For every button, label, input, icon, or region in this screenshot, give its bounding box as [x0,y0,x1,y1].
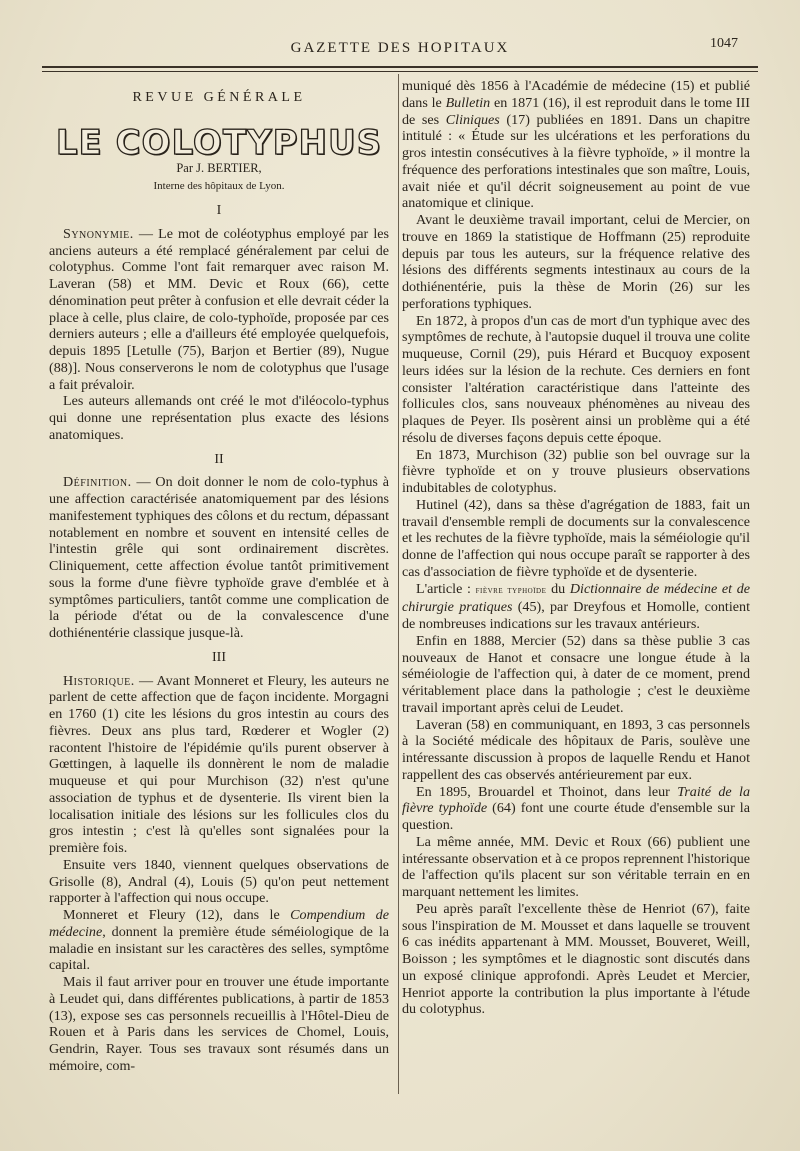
paragraph: Hutinel (42), dans sa thèse d'agrégation de 1883, fait un travail d'ensemble rempli de documents sur la convalescence et les rechutes de la fièvre typhoïde, mais la séméiologie qu'il donne de l'affection qui nous occupe paraît se rapporter à des cas d'association de fièvre typhoïde et de dysenterie. [402,496,750,580]
paragraph: Enfin en 1888, Mercier (52) dans sa thèse publie 3 cas nouveaux de Hanot et consacre une longue étude à la séméiologie de l'affection qui, à dater de ce moment, prend véritablement place dans la pathologie ; c'est le deuxième travail important après celui de Leudet. [402,632,750,716]
page-number: 1047 [710,36,738,51]
italic-title: Traité de la fièvre typhoïde [402,783,750,817]
italic-title: Dictionnaire de médecine et de chirurgie pratiques [402,580,751,616]
section-numeral-2: II [214,451,224,467]
column-divider [398,74,399,1094]
section-heading: Synonymie. [63,225,134,242]
paragraph: Ensuite vers 1840, viennent quelques observations de Grisolle (8), Andral (4), Louis (5) qu'on peut nettement rapporter à l'affection qui nous occupe. [49,856,389,907]
left-column [49,80,389,1075]
rubric: REVUE GÉNÉRALE [132,90,306,105]
header-rule-thick [42,66,758,68]
paragraph: Mais il faut arriver pour en trouver une étude importante à Leudet qui, dans différentes publications, à partir de 1853 (13), expose ses cas personnels recueillis à l'Hôtel-Dieu de Rouen et à Paris dans les services de Chomel, Louis, Gendrin, Rayer. Tous ses travaux sont résumés dans un mémoire, com- [49,974,389,1074]
running-head: GAZETTE DES HOPITAUX [290,40,510,56]
article-title: LE COLOTYPHUS [55,122,383,163]
paragraph: En 1895, Brouardel et Thoinot, dans leur Traité de la fièvre typhoïde (64) font une courte étude d'ensemble sur la question. [402,783,750,833]
italic-title: Compendium de médecine [49,907,389,940]
paragraph: Synonymie. — Le mot de coléotyphus employé par les anciens auteurs a été remplacé généralement par celui de colotyphus. Comme l'ont fait remarquer avec raison M. Laveran (58) et MM. Devic et Roux (66), cette dénomination peut prêter à confusion et elle devrait céder la place à celle, plus claire, de colo-typhoïde, proposée par ces derniers auteurs ; elle a d'ailleurs été employée quelquefois, depuis 1895 [Letulle (75), Barjon et Bertier (89), Nugue (88)]. Nous conserverons le nom de colotyphus que l'usage a fait prévaloir. [49,225,389,393]
italic-title: Bulletin [445,94,491,111]
section-numeral-1: I [216,203,222,218]
section-numeral-3: III [212,649,226,665]
right-column [402,78,750,1018]
paragraph: Avant le deuxième travail important, celui de Mercier, on trouve en 1869 la statistique de Hoffmann (25) reproduite depuis par tous les auteurs, sur la fréquence relative des lésions des différents segments intestinaux au cours de la dothiénentérie, puis la thèse de Morin (26) sur les perforations typhiques. [402,212,750,312]
paragraph: En 1873, Murchison (32) publie son bel ouvrage sur la fièvre typhoïde et on y trouve plusieurs observations indubitables de colotyphus. [402,446,750,496]
paragraph: Définition. — On doit donner le nom de colo-typhus à une affection caractérisée anatomiquement par des lésions manifestement typhiques des côlons et du rectum, dépassant notablement en nombre et souvent en intensité celles de l'intestin grêle qui sont ordinairement discrètes. Cliniquement, cette affection évolue tantôt primitivement sous la forme d'une fièvre typhoïde grave d'emblée et à symptômes particuliers, tantôt comme une complication de la période d'état ou de la convalescence d'une dothiénentérie classique jusque-là. [49,474,389,641]
header-rule-thin [42,71,758,72]
article-author: Par J. BERTIER, [176,160,262,175]
paragraph: Les auteurs allemands ont créé le mot d'iléocolo-typhus qui donne une représentation plus exacte des lésions anatomiques. [49,393,389,443]
paragraph: En 1872, à propos d'un cas de mort d'un typhique avec des symptômes de rechute, à l'autopsie duquel il trouva une colite muqueuse, Cornil (29), puis Hérard et Bucquoy exposent leurs idées sur la lésion de la rechute. Ces derniers en font consister l'altération caractéristique dans l'atteinte des follicules clos, sans nouveaux phénomènes au niveau des plaques de Peyer. Ils posèrent ainsi un problème qui a été résolu de diverses façons depuis cette époque. [402,312,750,446]
paragraph: Laveran (58) en communiquant, en 1893, 3 cas personnels à la Société médicale des hôpitaux de Paris, soulève une intéressante discussion à propos de laquelle Rendu et Hanot rappellent des cas observés antérieurement par eux. [402,716,750,783]
section-heading: Définition. [63,474,132,491]
paragraph: La même année, MM. Devic et Roux (66) publient une intéressante observation et à ce propos reprennent l'historique de l'affection qu'ils placent sur son véritable terrain en en marquant nettement les limites. [402,833,750,900]
paragraph: Monneret et Fleury (12), dans le Compendium de médecine, donnent la première étude séméiologique de la maladie en insistant sur les caractères des selles, symptôme capital. [49,907,389,974]
small-caps-term: fièvre typhoïde [475,584,547,596]
paragraph: Historique. — Avant Monneret et Fleury, les auteurs ne parlent de cette affection que de façon incidente. Morgagni en 1760 (1) cite les lésions du gros intestin au cours des fièvres. Deux ans plus tard, Rœderer et Wogler (2) racontent l'histoire de l'épidémie qu'ils purent observer à Gœttingen, à laquelle ils donnèrent le nom de maladie muqueuse et qui pour Murchison (32) n'est qu'une association de typhus et de dysenterie. Ils virent bien la localisation initiale des lésions sur les follicules clos du gros intestin ; c'est là qu'elles sont signalées pour la première fois. [49,672,389,856]
author-affiliation: Interne des hôpitaux de Lyon. [153,180,285,193]
paragraph: muniqué dès 1856 à l'Académie de médecine (15) et publié dans le Bulletin en 1871 (16), il est reproduit dans le tome III de ses Cliniques (17) publiées en 1891. Dans un chapitre intitulé : « Étude sur les ulcérations et les perforations du gros intestin consécutives à la fièvre typhoïde, » il montre la fréquence des perforations intestinales que son maître, Louis, avait niée et qu'il décrit soigneusement au point de vue anatomique et clinique. [402,78,750,212]
paragraph: L'article : fièvre typhoïde du Dictionnaire de médecine et de chirurgie pratiques (45), par Dreyfous et Homolle, contient de nombreuses indications sur les travaux antérieurs. [402,580,751,632]
section-heading: Historique. [63,672,135,689]
paragraph: Peu après paraît l'excellente thèse de Henriot (67), faite sous l'inspiration de M. Mousset et dans laquelle se trouvent 6 cas inédits appartenant à MM. Mousset, Bouveret, Weill, Boisson ; les symptômes et le diagnostic sont discutés dans un exposé clinique approfondi. Après Leudet et Mercier, Henriot apporte la contribution la plus importante à l'étude du colotyphus. [402,900,750,1018]
italic-title: Cliniques [445,111,500,128]
